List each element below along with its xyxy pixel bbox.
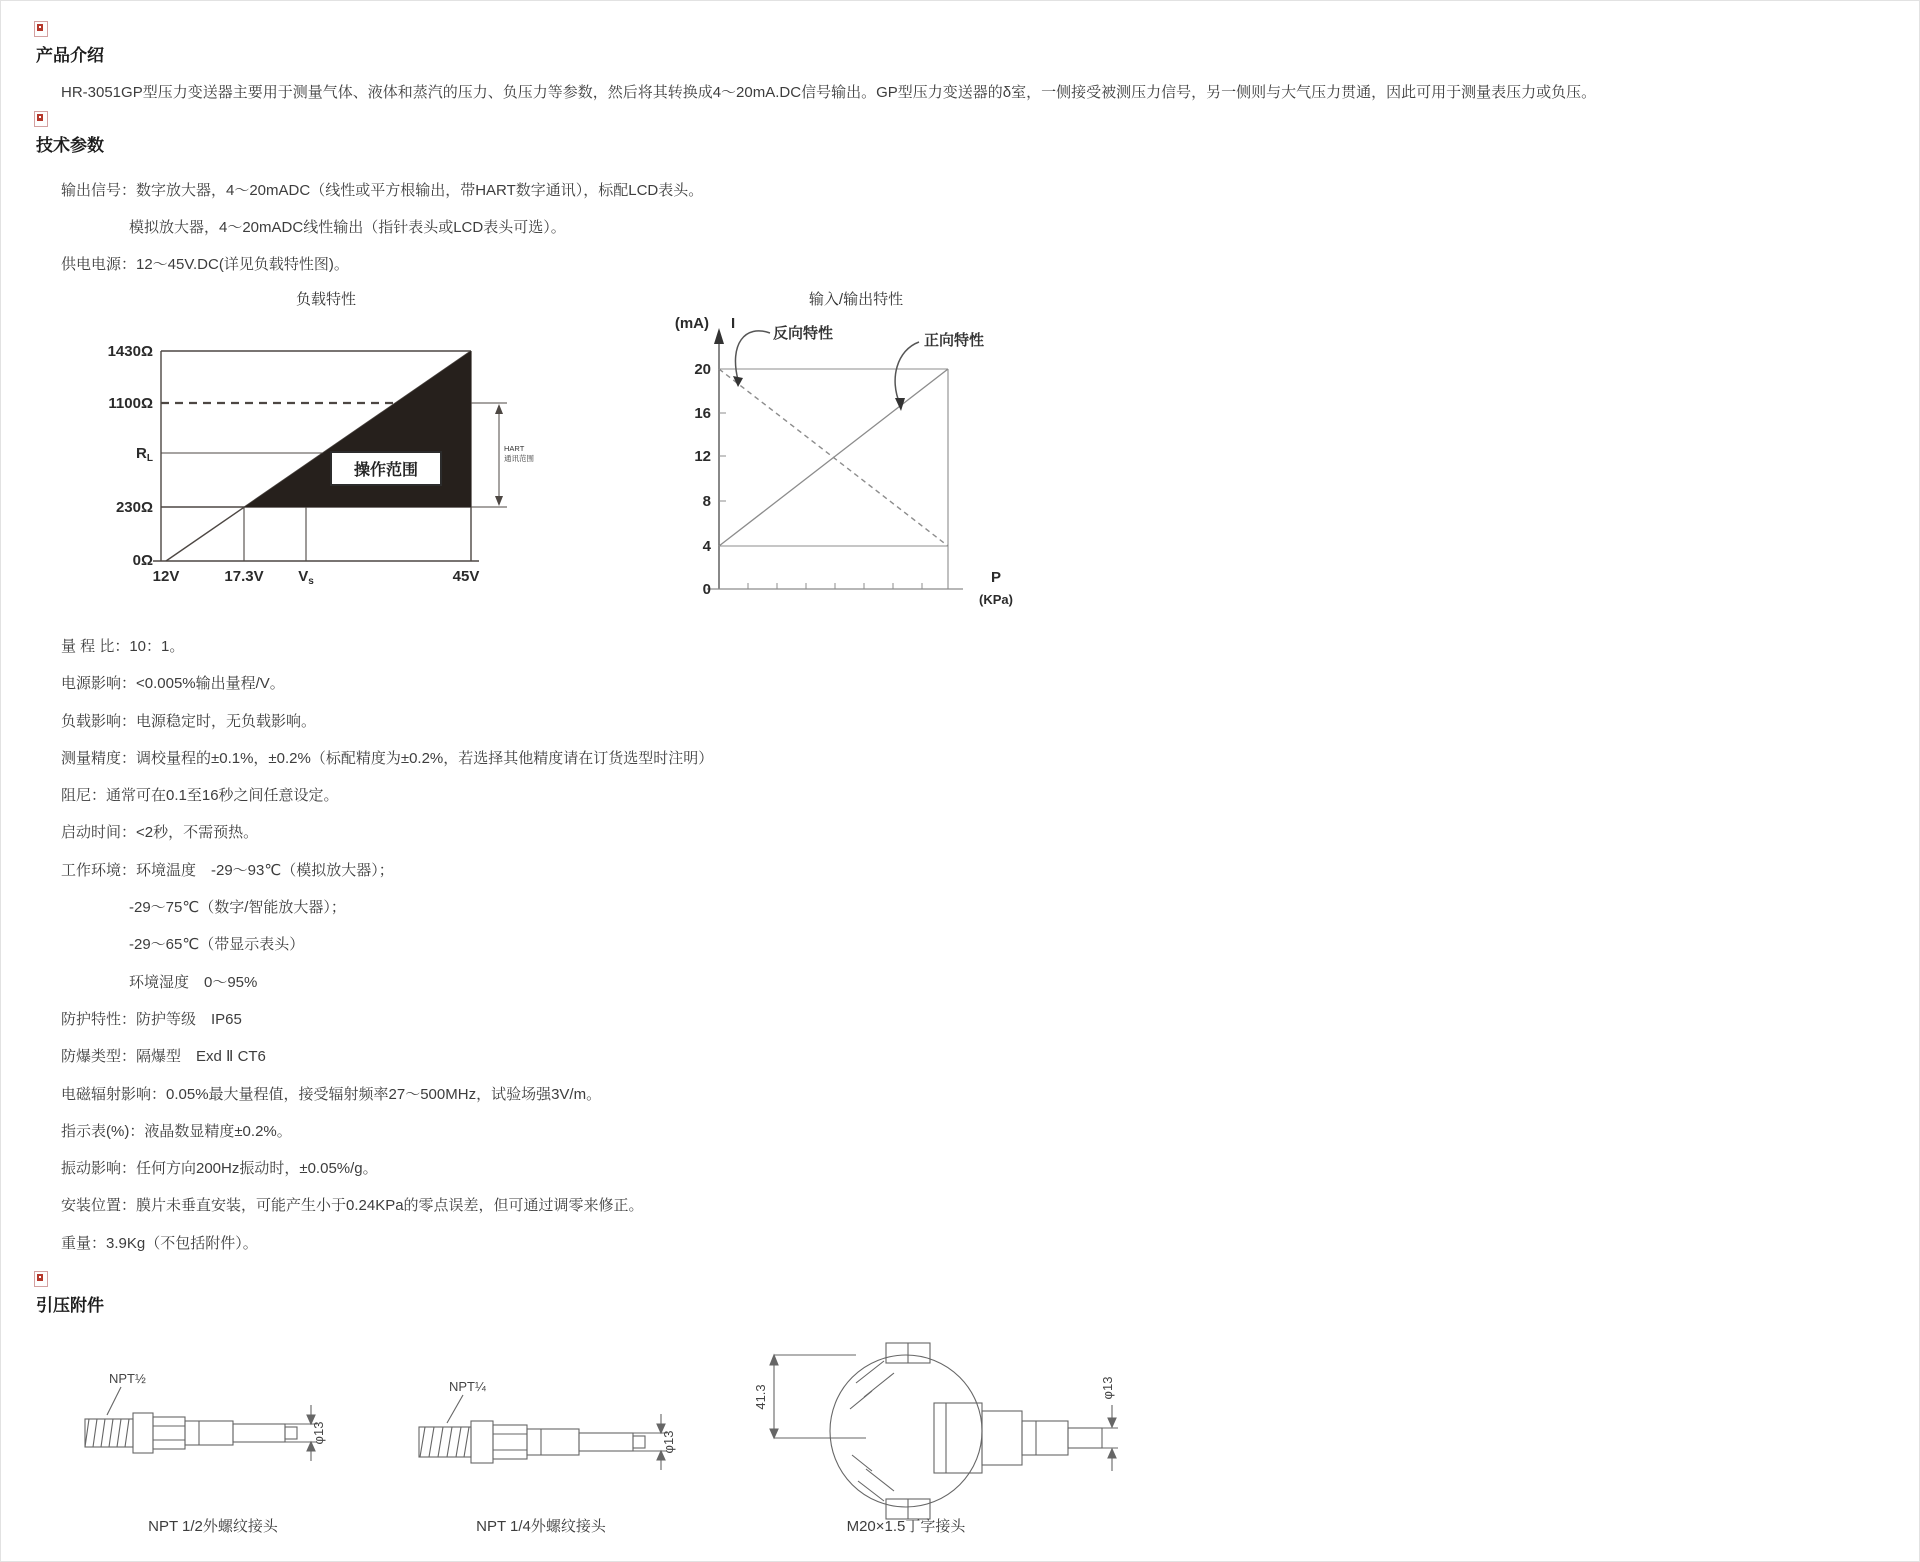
arrow-down-icon [495, 496, 503, 506]
y-axis-tick-labels [108, 343, 153, 569]
flange-body [830, 1343, 982, 1519]
series-label-reverse [733, 324, 833, 387]
ytick-label: 16 [694, 405, 711, 422]
spec-power-supply: 供电电源：12～45V.DC(详见负载特性图)。 [61, 256, 349, 273]
chart-lines [707, 342, 963, 589]
fitting-body [419, 1421, 645, 1463]
hatch-top [850, 1361, 894, 1409]
fitting-drawing-npt-quarter [401, 1363, 681, 1513]
spec-param: 工作环境：环境温度 -29～93℃（模拟放大器）； [61, 861, 394, 879]
spec-output-signal: 输出信号：数字放大器，4～20mADC（线性或平方根输出，带HART数字通讯），标配LCD表头。 [61, 182, 704, 199]
spec-param: -29～65℃（带显示表头） [129, 936, 305, 954]
spec-param: 电磁辐射影响：0.05%最大量程值，接受辐射频率27～500MHz，试验场强3V/m。 [61, 1085, 602, 1103]
spec-param: 启动时间：<2秒，不需预热。 [61, 824, 259, 842]
xtick-label: 12V [152, 568, 180, 585]
ytick-label: 4 [702, 538, 711, 555]
fitting-caption: NPT 1/2外螺纹接头 [148, 1518, 278, 1535]
spec-param: 防护特性：防护等级 IP65 [61, 1010, 242, 1028]
ytick-label: 8 [702, 493, 711, 510]
diameter-label: φ13 [1100, 1376, 1115, 1400]
broken-image-icon [34, 111, 48, 127]
broken-image-icon [34, 1271, 48, 1287]
fitting-drawing-m20-tee [746, 1313, 1126, 1528]
y-axis-tick-labels [694, 361, 711, 598]
broken-image-icon [34, 21, 48, 37]
hatch-bottom [852, 1455, 894, 1501]
spec-param: 防爆类型：隔爆型 Exd Ⅱ CT6 [61, 1048, 266, 1066]
thread-size-label: NPT½ [109, 1371, 146, 1386]
y-axis-symbol: I [731, 315, 736, 332]
spec-param: 电源影响：<0.005%输出量程/V。 [61, 675, 285, 693]
intro-paragraph: HR-3051GP型压力变送器主要用于测量气体、液体和蒸汽的压力、负压力等参数，然后将其转换成4～20mA.DC信号输出。GP型压力变送器的δ室，一侧接受被测压力信号，另一侧则与大气压力贯通，因此可用于测量表压力或负压。 [61, 84, 1597, 101]
x-axis-unit: (KPa) [979, 592, 1013, 607]
leader-line [447, 1395, 463, 1423]
spec-param: 量 程 比：10：1。 [61, 638, 185, 655]
x-axis-symbol: P [991, 569, 1002, 586]
thread-size-label: NPT¼ [449, 1379, 486, 1394]
fittings-heading: 引压附件 [36, 1296, 104, 1315]
io-characteristic-chart [651, 284, 1101, 624]
hart-annotation-line1: HART [504, 444, 525, 453]
specs-heading: 技术参数 [36, 136, 104, 155]
fitting-caption: NPT 1/4外螺纹接头 [476, 1518, 606, 1535]
height-dimension [770, 1355, 866, 1438]
ytick-label: 12 [694, 448, 711, 465]
fitting-drawing-npt-half [71, 1353, 341, 1503]
operating-region-label: 操作范围 [353, 462, 419, 479]
height-dim-label: 41.3 [753, 1384, 768, 1410]
ytick-label: 20 [694, 361, 711, 378]
ytick-label: 1430Ω [107, 343, 153, 360]
xtick-label-vs: $V_s$ [298, 568, 314, 587]
diameter-label: φ13 [311, 1421, 326, 1445]
ytick-label: 230Ω [115, 499, 153, 516]
arrow-up-icon [714, 328, 724, 344]
thread-hatch [420, 1427, 469, 1457]
fitting-body [85, 1413, 297, 1453]
load-characteristic-chart [61, 284, 561, 604]
thread-hatch [85, 1419, 129, 1447]
y-axis-unit: (mA) [674, 315, 709, 332]
chart-title: 负载特性 [295, 291, 357, 308]
curved-arrow [735, 331, 770, 380]
x-axis-tick-labels [153, 568, 480, 587]
spec-param: 指示表(%)：液晶数显精度±0.2%。 [61, 1122, 292, 1140]
chart-title: 输入/输出特性 [808, 291, 904, 308]
pipe-body [982, 1411, 1102, 1465]
arrow-up-icon [495, 404, 503, 414]
ytick-label-rl: $R_L$ [136, 445, 153, 464]
spec-param: 安装位置：膜片未垂直安装，可能产生小于0.24KPa的零点误差，但可通过调零来修正。 [61, 1197, 644, 1215]
spec-param: 环境湿度 0～95% [129, 973, 258, 991]
spec-param: 重量：3.9Kg（不包括附件）。 [61, 1234, 258, 1252]
spec-param-list [61, 628, 713, 1262]
spec-param: 阻尼：通常可在0.1至16秒之间任意设定。 [61, 787, 339, 805]
spec-param: 振动影响：任何方向200Hz振动时，±0.05%/g。 [61, 1160, 378, 1178]
spec-param: -29～75℃（数字/智能放大器）； [129, 899, 346, 917]
ytick-label: 0 [702, 581, 711, 598]
svg-text:正向特性: 正向特性 [924, 332, 985, 349]
intro-heading: 产品介绍 [36, 46, 104, 65]
diameter-dimension [1102, 1405, 1118, 1471]
ytick-label: 0Ω [132, 552, 153, 569]
spec-param: 负载影响：电源稳定时，无负载影响。 [61, 712, 317, 730]
hart-annotation-line2: 通讯范围 [504, 454, 534, 463]
diameter-label: φ13 [661, 1430, 676, 1454]
leader-line [107, 1387, 121, 1415]
spec-output-signal-2: 模拟放大器，4～20mADC线性输出（指针表头或LCD表头可选）。 [129, 219, 566, 236]
hart-range-annotation [471, 403, 534, 507]
xtick-label: 45V [452, 568, 480, 585]
spec-param: 测量精度：调校量程的±0.1%，±0.2%（标配精度为±0.2%，若选择其他精度请在订货选型时注明） [61, 749, 714, 767]
xtick-label: 17.3V [224, 568, 264, 585]
svg-text:反向特性: 反向特性 [773, 325, 834, 342]
ytick-label: 1100Ω [108, 395, 153, 412]
fitting-caption: M20×1.5丁字接头 [846, 1518, 966, 1535]
